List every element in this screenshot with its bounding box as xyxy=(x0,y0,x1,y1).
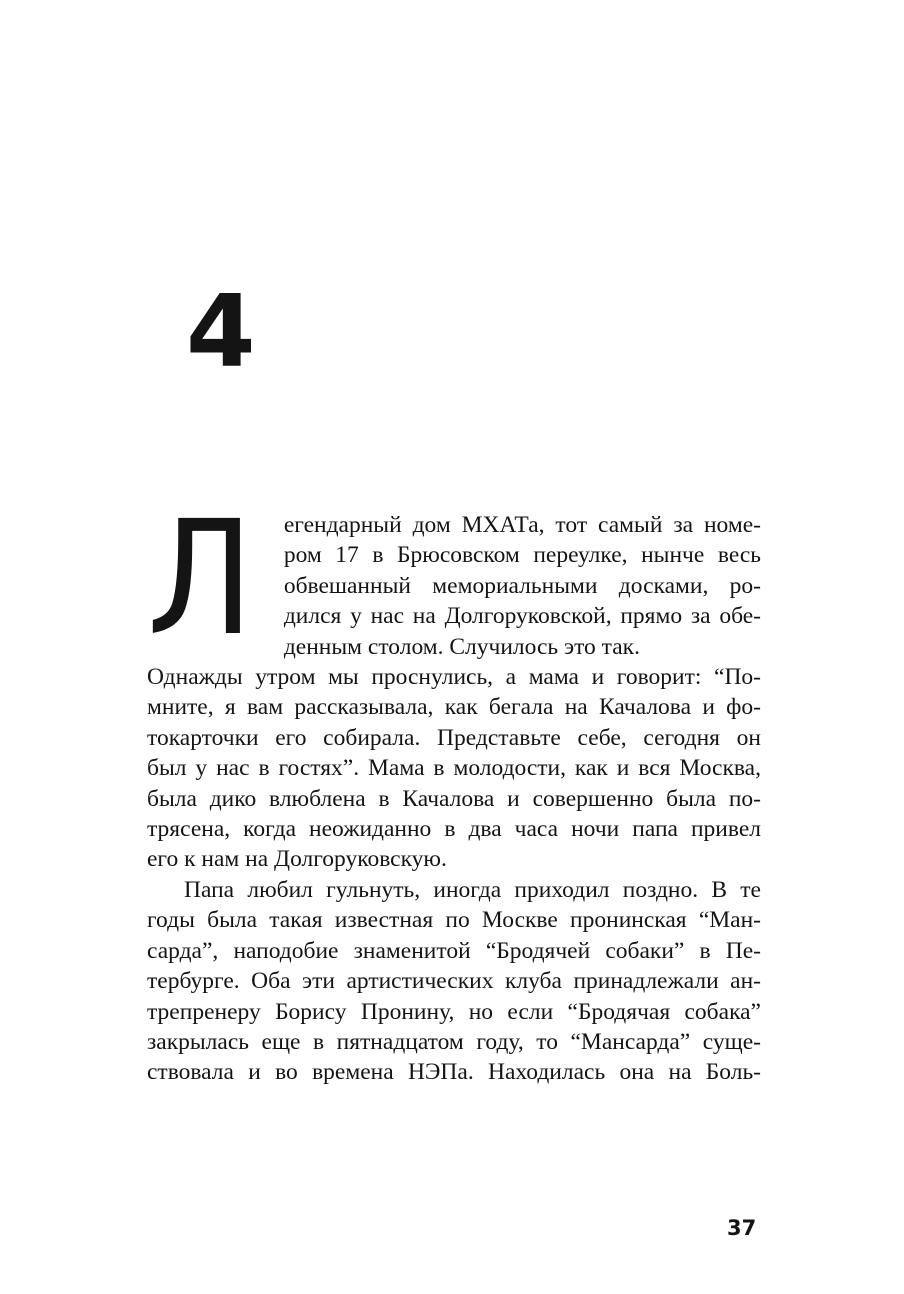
text-line: его к нам на Долгоруковскую. xyxy=(147,846,447,873)
page-number: 37 xyxy=(727,1216,757,1240)
paragraph-1 xyxy=(147,487,761,875)
text-line: была дико влюблена в Качалова и совершенно была по- xyxy=(147,785,761,812)
text-line: ствовала и во времена НЭПа. Находилась она на Боль- xyxy=(147,1059,761,1086)
text-line: дился у нас на Долгоруковской, прямо за обе- xyxy=(283,603,761,630)
text-line: сарда”, наподобие знаменитой “Бродячей собаки” в Пе- xyxy=(147,937,761,964)
body-text xyxy=(147,487,761,1088)
text-line: егендарный дом МХАТа, тот самый за номе- xyxy=(283,512,761,538)
text-line: годы была такая известная по Москве пронинская “Ман- xyxy=(147,907,761,934)
text-line: обвешанный мемориальными досками, ро- xyxy=(283,572,761,599)
text-line: трясена, когда неожиданно в два часа ночи папа привел xyxy=(147,816,761,843)
text-line: был у нас в гостях”. Мама в молодости, как и вся Москва, xyxy=(147,755,761,782)
text-line: денным столом. Случилось это так. xyxy=(283,633,640,660)
text-line: Папа любил гульнуть, иногда приходил поздно. В те xyxy=(184,876,761,903)
text-line: мните, я вам рассказывала, как бегала на Качалова и фо- xyxy=(147,694,761,721)
text-line: Однажды утром мы проснулись, а мама и говорит: “По- xyxy=(147,664,761,691)
chapter-number: 4 xyxy=(186,273,256,390)
text-line: токарточки его собирала. Представьте себе, сегодня он xyxy=(147,724,761,751)
text-line: ром 17 в Брюсовском переулке, нынче весь xyxy=(283,542,761,569)
text-line: закрылась еще в пятнадцатом году, то “Мансарда” суще- xyxy=(147,1028,761,1055)
text-line: трепренеру Борису Пронину, но если “Бродячая собака” xyxy=(147,998,761,1025)
drop-cap: Л xyxy=(147,487,254,671)
paragraph-2 xyxy=(147,875,761,1088)
text-line: тербурге. Оба эти артистических клуба принадлежали ан- xyxy=(147,968,761,995)
